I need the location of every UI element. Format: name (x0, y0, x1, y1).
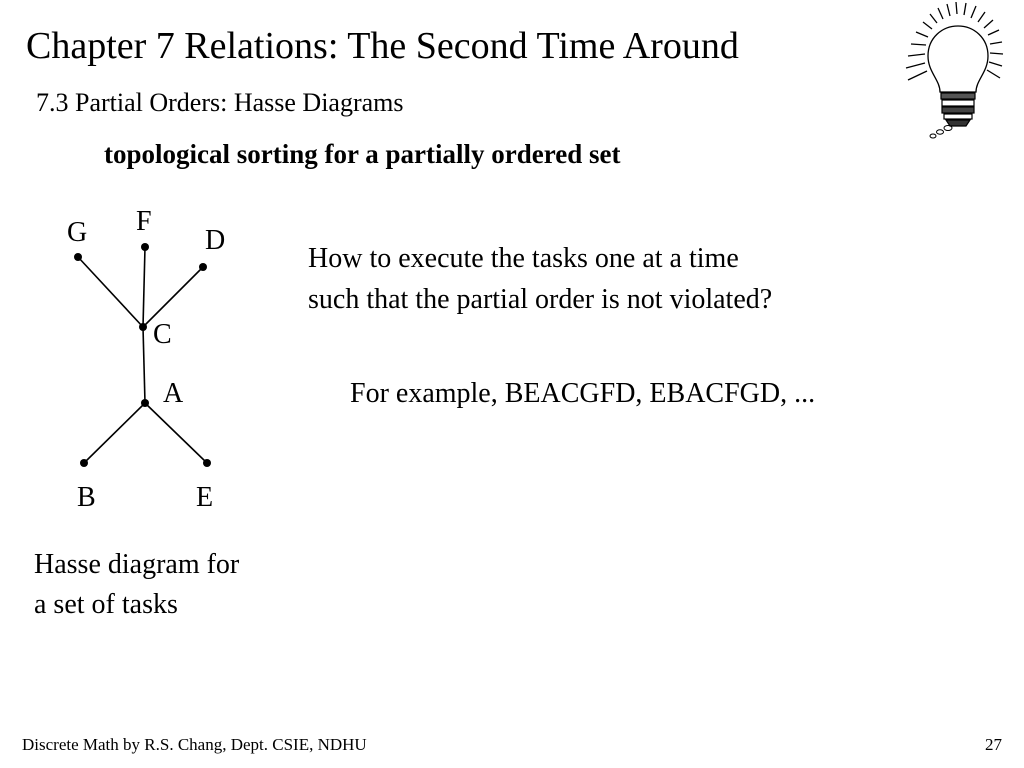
node-c-dot (139, 323, 147, 331)
node-label-d: D (205, 225, 226, 256)
edge-a-b (84, 403, 145, 463)
footer-credit: Discrete Math by R.S. Chang, Dept. CSIE, NDHU (22, 735, 367, 754)
slide-title: Chapter 7 Relations: The Second Time Around (26, 25, 739, 67)
edge-a-e (145, 403, 207, 463)
edge-g-c (78, 257, 143, 327)
caption-line-2: a set of tasks (34, 589, 178, 620)
slide-topic: topological sorting for a partially ordered set (104, 139, 621, 169)
node-label-g: G (67, 217, 88, 248)
edge-c-a (143, 327, 145, 403)
node-e-dot (203, 459, 211, 467)
node-b-dot (80, 459, 88, 467)
question-text (308, 238, 908, 320)
node-d-dot (199, 263, 207, 271)
node-label-a: A (163, 378, 184, 409)
diagram-caption (34, 545, 314, 625)
hasse-diagram (0, 0, 300, 540)
question-line-2: such that the partial order is not violated? (308, 284, 773, 315)
node-g-dot (74, 253, 82, 261)
node-a-dot (141, 399, 149, 407)
slide-subtitle: 7.3 Partial Orders: Hasse Diagrams (36, 88, 404, 117)
lightbulb-icon (896, 0, 1024, 150)
edge-d-c (143, 267, 203, 327)
page-number: 27 (985, 735, 1002, 754)
node-label-c: C (153, 319, 172, 350)
node-f-dot (141, 243, 149, 251)
node-label-f: F (136, 206, 152, 237)
question-line-1: How to execute the tasks one at a time (308, 243, 739, 274)
edge-f-c (143, 247, 145, 327)
node-label-b: B (77, 482, 96, 513)
node-label-e: E (196, 482, 214, 513)
example-text: For example, BEACGFD, EBACFGD, ... (350, 378, 816, 409)
caption-line-1: Hasse diagram for (34, 549, 240, 580)
